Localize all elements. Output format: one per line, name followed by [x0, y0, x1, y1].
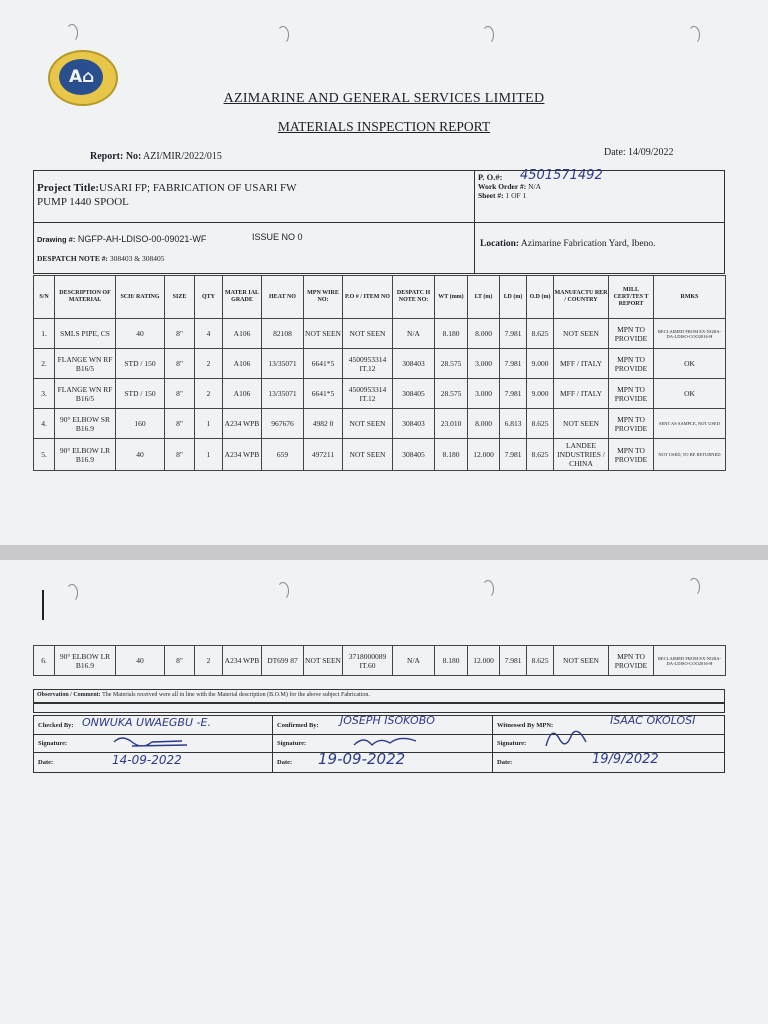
table-cell: A106 — [223, 379, 262, 409]
table-cell: 2 — [195, 379, 223, 409]
table-row — [34, 349, 726, 379]
table-cell: 308403 — [393, 409, 435, 439]
table-cell: 90° ELBOW LR B16.9 — [55, 646, 116, 676]
checked-signature-label: Signature: — [38, 740, 68, 747]
column-header: RMKS — [654, 276, 726, 319]
table-cell: 8.000 — [468, 319, 500, 349]
table-cell: NOT SEEN — [554, 646, 609, 676]
column-header: HEAT NO — [262, 276, 304, 319]
table-cell: 659 — [262, 439, 304, 471]
table-cell: A234 WPB — [223, 409, 262, 439]
table-cell: 8.180 — [435, 439, 468, 471]
table-cell: 308403 — [393, 349, 435, 379]
column-header: MATER IAL GRADE — [223, 276, 262, 319]
column-header: MPN WIRE NO: — [304, 276, 343, 319]
report-title: MATERIALS INSPECTION REPORT — [277, 119, 491, 134]
table-cell: 7.981 — [500, 319, 527, 349]
table-cell: 2 — [195, 349, 223, 379]
table-cell: SENT AS SAMPLE, NOT USED — [654, 409, 726, 439]
witnessed-date: 19/9/2022 — [592, 752, 659, 767]
table-cell: 3.000 — [468, 349, 500, 379]
table-cell: 2. — [34, 349, 55, 379]
project-title-field: Project Title:USARI FP; FABRICATION OF USARI FW — [37, 182, 297, 194]
column-header: S/N — [34, 276, 55, 319]
table-cell: 4. — [34, 409, 55, 439]
table-cell: MPN TO PROVIDE — [609, 319, 654, 349]
table-cell: 4982 0 — [304, 409, 343, 439]
table-cell: 4500953314 IT.12 — [343, 349, 393, 379]
table-cell: MFF / ITALY — [554, 349, 609, 379]
punch-hole-icon — [66, 24, 78, 42]
table-cell: 13/35071 — [262, 379, 304, 409]
table-cell: 8.625 — [527, 319, 554, 349]
witnessed-date-label: Date: — [497, 759, 513, 766]
despatch-note-field: DESPATCH NOTE #: 308403 & 308405 — [37, 254, 165, 263]
table-cell: RECLAIMED FROM EX-NGBA-DA-LDISO-COO2016-H — [654, 319, 726, 349]
checked-date: 14-09-2022 — [112, 753, 182, 767]
witnessed-by-name: ISAAC OKOLOSI — [610, 714, 696, 727]
table-cell: 8" — [165, 646, 195, 676]
project-title-line-2: PUMP 1440 SPOOL — [37, 196, 129, 208]
table-cell: 6. — [34, 646, 55, 676]
confirmed-signature-label: Signature: — [277, 740, 307, 747]
punch-hole-icon — [482, 580, 494, 598]
column-header: MILL CERT/TES T REPORT — [609, 276, 654, 319]
table-cell: LANDEE INDUSTRIES / CHINA — [554, 439, 609, 471]
punch-hole-icon — [688, 578, 700, 596]
punch-hole-icon — [277, 26, 289, 44]
table-cell: 8.625 — [527, 646, 554, 676]
table-cell: 9.000 — [527, 349, 554, 379]
table-cell: 9.000 — [527, 379, 554, 409]
location-field: Location: Azimarine Fabrication Yard, Ibeno. — [480, 239, 656, 249]
table-cell: 82108 — [262, 319, 304, 349]
column-header: DESCRIPTION OF MATERIAL — [55, 276, 116, 319]
observation-comment: Observation / Comment: The Materials received were all in line with the Material description (B.O.M) for the above subject Fabrication. — [37, 692, 370, 698]
table-cell: 90° ELBOW LR B16.9 — [55, 439, 116, 471]
confirmed-by-name: JOSEPH ISOKOBO — [340, 714, 435, 727]
table-cell: NOT SEEN — [304, 319, 343, 349]
table-cell: 3718000089 IT.60 — [343, 646, 393, 676]
table-cell: 497211 — [304, 439, 343, 471]
confirmed-signature-scribble — [350, 733, 420, 751]
checked-signature-scribble — [112, 734, 192, 750]
table-cell: A106 — [223, 319, 262, 349]
table-cell: 8" — [165, 319, 195, 349]
table-cell: A234 WPB — [223, 439, 262, 471]
table-row — [34, 379, 726, 409]
column-header: SCH/ RATING — [116, 276, 165, 319]
issue-number: ISSUE NO 0 — [252, 232, 303, 242]
table-cell: MPN TO PROVIDE — [609, 439, 654, 471]
report-sheet-page-2 — [0, 560, 768, 1024]
table-cell: 8" — [165, 349, 195, 379]
table-cell: FLANGE WN RF B16/5 — [55, 349, 116, 379]
table-cell: 6641*5 — [304, 379, 343, 409]
table-cell: 3. — [34, 379, 55, 409]
table-cell: 1 — [195, 439, 223, 471]
table-cell: 12.000 — [468, 646, 500, 676]
po-number-handwritten: 4501571492 — [520, 168, 603, 183]
checked-by-label: Checked By: — [38, 722, 74, 729]
table-row — [34, 319, 726, 349]
table-cell: 967676 — [262, 409, 304, 439]
witnessed-signature-label: Signature: — [497, 740, 527, 747]
column-header: SIZE — [165, 276, 195, 319]
table-row — [34, 646, 726, 676]
table-cell: 8.625 — [527, 409, 554, 439]
table-cell: 8" — [165, 379, 195, 409]
table-cell: SMLS PIPE, CS — [55, 319, 116, 349]
table-cell: NOT SEEN — [343, 409, 393, 439]
observation-blank-line — [33, 703, 725, 713]
table-cell: OK — [654, 349, 726, 379]
table-cell: STD / 150 — [116, 379, 165, 409]
table-cell: 160 — [116, 409, 165, 439]
table-cell: 7.981 — [500, 379, 527, 409]
table-cell: 40 — [116, 439, 165, 471]
table-cell: NOT SEEN — [343, 319, 393, 349]
table-cell: MPN TO PROVIDE — [609, 646, 654, 676]
table-cell: 12.000 — [468, 439, 500, 471]
table-cell: 90° ELBOW SR B16.9 — [55, 409, 116, 439]
company-seal-logo: A⌂ — [48, 50, 118, 106]
table-cell: DT699 87 — [262, 646, 304, 676]
table-cell: 23.010 — [435, 409, 468, 439]
work-order-field: Work Order #: N/A — [478, 182, 541, 191]
table-cell: NOT SEEN — [554, 319, 609, 349]
drawing-field: Drawing #: NGFP-AH-LDISO-00-09021-WF — [37, 234, 207, 244]
table-cell: N/A — [393, 319, 435, 349]
table-cell: A106 — [223, 349, 262, 379]
materials-table-continued — [33, 645, 726, 676]
table-cell: 1. — [34, 319, 55, 349]
table-cell: 5. — [34, 439, 55, 471]
table-cell: 8.000 — [468, 409, 500, 439]
table-cell: 308405 — [393, 439, 435, 471]
confirmed-by-label: Confirmed By: — [277, 722, 319, 729]
company-name: AZIMARINE AND GENERAL SERVICES LIMITED — [223, 91, 545, 106]
table-cell: 7.981 — [500, 349, 527, 379]
column-header: LT (m) — [468, 276, 500, 319]
table-cell: A234 WPB — [223, 646, 262, 676]
table-cell: NOT SEEN — [554, 409, 609, 439]
table-cell: 8" — [165, 409, 195, 439]
table-cell: NOT USED, TO BE RETURNED — [654, 439, 726, 471]
table-header-row — [34, 276, 726, 319]
table-cell: MFF / ITALY — [554, 379, 609, 409]
punch-hole-icon — [66, 584, 78, 602]
report-date: 14/09/2022 — [628, 147, 674, 158]
checked-date-label: Date: — [38, 759, 54, 766]
table-cell: 4500953314 IT.12 — [343, 379, 393, 409]
table-cell: 28.575 — [435, 349, 468, 379]
column-header: P.O # / ITEM NO — [343, 276, 393, 319]
table-cell: NOT SEEN — [304, 646, 343, 676]
table-cell: FLANGE WN RF B16/5 — [55, 379, 116, 409]
table-cell: 308405 — [393, 379, 435, 409]
punch-hole-icon — [277, 582, 289, 600]
report-number: AZI/MIR/2022/015 — [143, 151, 222, 162]
witnessed-signature-scribble — [540, 720, 590, 752]
table-cell: 7.981 — [500, 646, 527, 676]
table-cell: 8.180 — [435, 646, 468, 676]
table-cell: 28.575 — [435, 379, 468, 409]
table-cell: NOT SEEN — [343, 439, 393, 471]
punch-hole-icon — [482, 26, 494, 44]
table-cell: MPN TO PROVIDE — [609, 379, 654, 409]
column-header: O.D (m) — [527, 276, 554, 319]
table-cell: 2 — [195, 646, 223, 676]
table-cell: 6.813 — [500, 409, 527, 439]
table-cell: 7.981 — [500, 439, 527, 471]
column-header: QTY — [195, 276, 223, 319]
table-cell: RECLAIMED FROM EX-NGBA-DA-LDISO-COO2016-H — [654, 646, 726, 676]
report-date-label: Date: — [604, 147, 626, 158]
materials-table — [33, 275, 726, 471]
sheet-field: Sheet #: 1 OF 1 — [478, 191, 527, 200]
table-row — [34, 409, 726, 439]
table-cell: N/A — [393, 646, 435, 676]
table-cell: 6641*5 — [304, 349, 343, 379]
table-cell: MPN TO PROVIDE — [609, 349, 654, 379]
table-cell: OK — [654, 379, 726, 409]
table-cell: MPN TO PROVIDE — [609, 409, 654, 439]
table-cell: 40 — [116, 319, 165, 349]
confirmed-date-label: Date: — [277, 759, 293, 766]
column-header: I.D (m) — [500, 276, 527, 319]
punch-hole-icon — [688, 26, 700, 44]
column-header: WT (mm) — [435, 276, 468, 319]
table-cell: 13/35071 — [262, 349, 304, 379]
table-cell: STD / 150 — [116, 349, 165, 379]
witnessed-by-label: Witnessed By MPN: — [497, 722, 554, 729]
po-label: P. O.#: — [478, 172, 503, 182]
table-cell: 40 — [116, 646, 165, 676]
checked-by-name: ONWUKA UWAEGBU -E. — [82, 716, 211, 729]
column-header: DESPATC H NOTE NO: — [393, 276, 435, 319]
column-header: MANUFACTU RER / COUNTRY — [554, 276, 609, 319]
table-cell: 8.180 — [435, 319, 468, 349]
report-number-label: Report: No: — [90, 151, 142, 162]
table-row — [34, 439, 726, 471]
confirmed-date: 19-09-2022 — [318, 750, 406, 768]
table-cell: 8" — [165, 439, 195, 471]
table-cell: 8.625 — [527, 439, 554, 471]
table-cell: 1 — [195, 409, 223, 439]
page-gap — [0, 545, 768, 560]
table-cell: 3.000 — [468, 379, 500, 409]
table-cell: 4 — [195, 319, 223, 349]
